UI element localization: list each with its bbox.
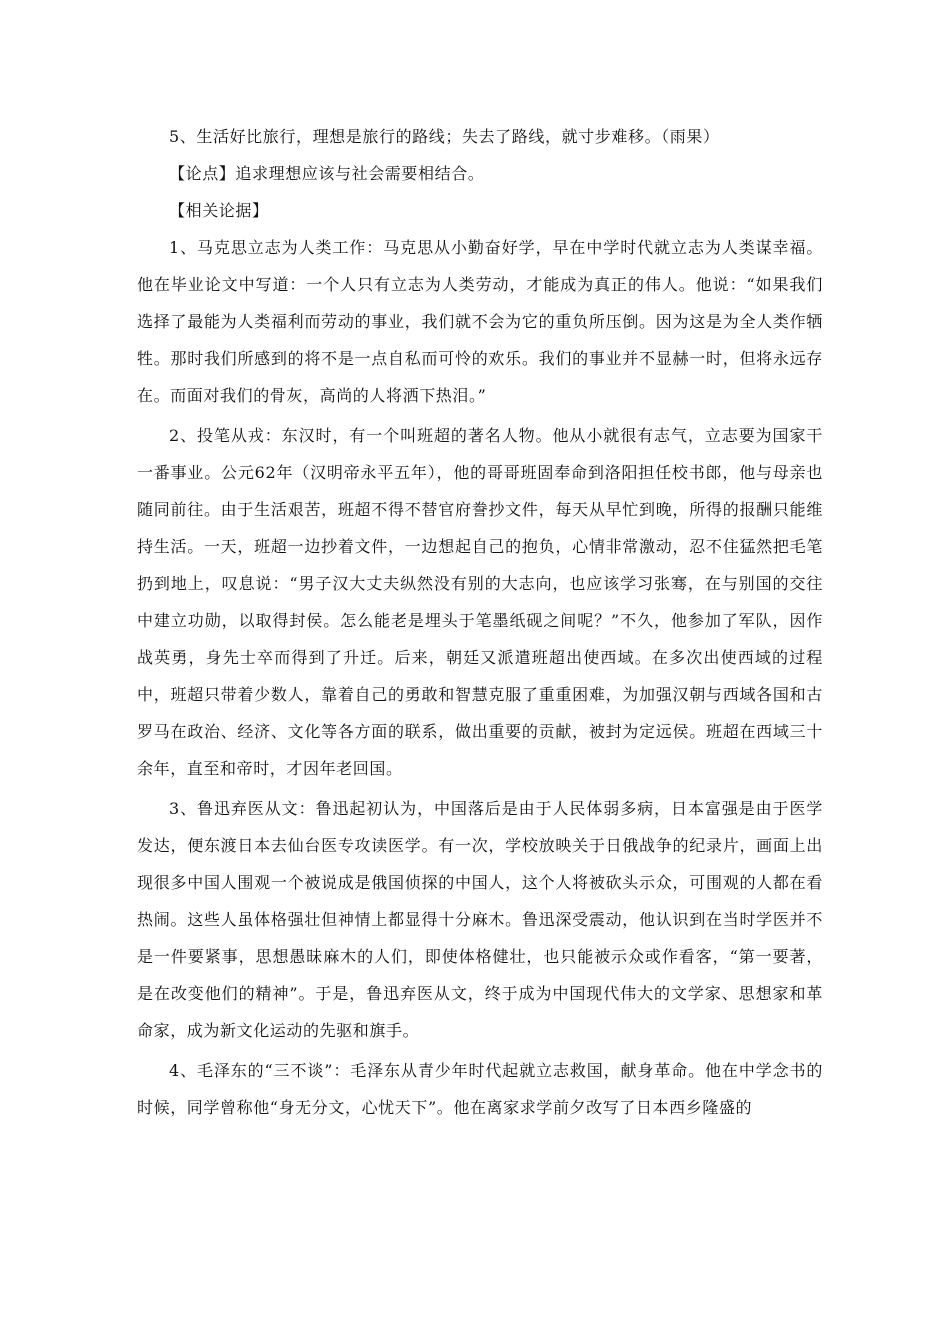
quote-paragraph: 5、生活好比旅行，理想是旅行的路线；失去了路线，就寸步难移。（雨果） — [169, 127, 720, 146]
evidence-paragraph-lu-xun: 3、鲁迅弃医从文：鲁迅起初认为，中国落后是由于人民体弱多病，日本富强是由于医学发达，便东渡日本去仙台医专攻读医学。有一次，学校放映关于日俄战争的纪录片，画面上出现很多中国人围观一个被说成是俄国侦探的中国人，这个人将被砍头示众，可围观的人都在看热闹。这些人虽体格强壮但神情上都显得十分麻木。鲁迅深受震动，他认识到在当时学医并不是一件要紧事，思想愚昧麻木的人们，即使体格健壮，也只能被示众或作看客，“第一要著，是在改变他们的精神”。于是，鲁迅弃医从文，终于成为中国现代伟大的文学家、思想家和革命家，成为新文化运动的先驱和旗手。 — [137, 799, 823, 1040]
evidence-paragraph-mao: 4、毛泽东的“三不谈”：毛泽东从青少年时代起就立志救国，献身革命。他在中学念书的时候，同学曾称他“身无分文，心忧天下”。他在离家求学前夕改写了日本西乡隆盛的 — [137, 1061, 823, 1117]
evidence-paragraph-ban-chao: 2、投笔从戎：东汉时，有一个叫班超的著名人物。他从小就很有志气，立志要为国家干一番事业。公元62年（汉明帝永平五年），他的哥哥班固奉命到洛阳担任校书郎，他与母亲也随同前往。由于生活艰苦，班超不得不替官府誊抄文件，每天从早忙到晚，所得的报酬只能维持生活。一天，班超一边抄着文件，一边想起自己的抱负，心情非常激动，忍不住猛然把毛笔扔到地上，叹息说：“男子汉大丈夫纵然没有别的大志向，也应该学习张骞，在与别国的交往中建立功勋，以取得封侯。怎么能老是埋头于笔墨纸砚之间呢？”不久，他参加了军队，因作战英勇，身先士卒而得到了升迁。后来，朝廷又派遣班超出使西域。在多次出使西域的过程中，班超只带着少数人，靠着自己的勇敢和智慧克服了重重困难，为加强汉朝与西域各国和古罗马在政治、经济、文化等各方面的联系，做出重要的贡献，被封为定远侯。班超在西域三十余年，直至和帝时，才因年老回国。 — [137, 426, 823, 778]
document-body — [137, 118, 823, 1126]
evidence-heading: 【相关论据】 — [169, 201, 269, 220]
thesis-paragraph: 【论点】追求理想应该与社会需要相结合。 — [169, 164, 485, 183]
evidence-paragraph-marx: 1、马克思立志为人类工作：马克思从小勤奋好学，早在中学时代就立志为人类谋幸福。他在毕业论文中写道：一个人只有立志为人类劳动，才能成为真正的伟人。他说：“如果我们选择了最能为人类福利而劳动的事业，我们就不会为它的重负所压倒。因为这是为全人类作牺牲。那时我们所感到的将不是一点自私而可怜的欢乐。我们的事业并不显赫一时，但将永远存在。而面对我们的骨灰，高尚的人将洒下热泪。” — [137, 238, 823, 405]
